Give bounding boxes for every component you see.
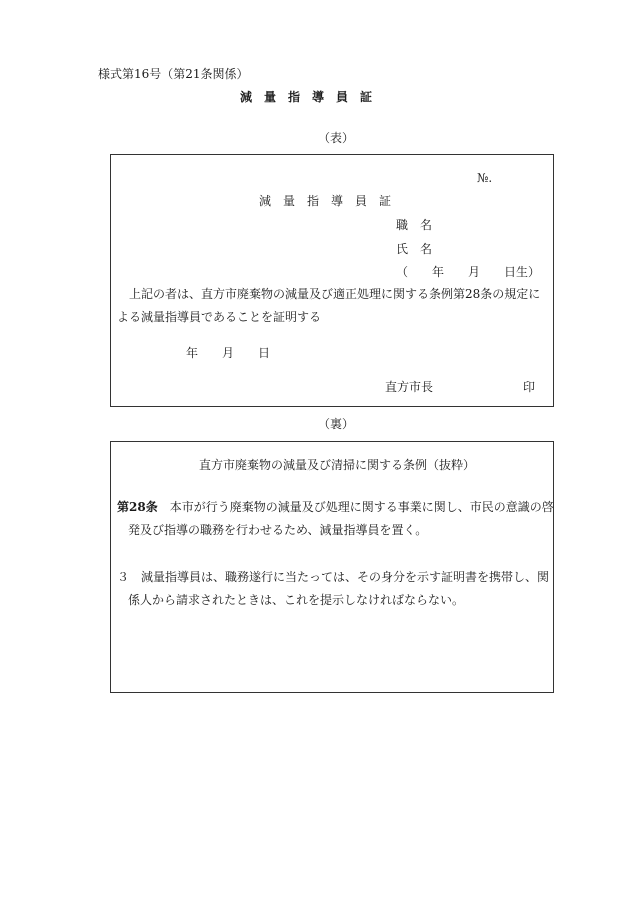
form-number: 様式第16号（第21条関係）	[98, 67, 249, 81]
article-28	[117, 496, 561, 542]
back-card	[110, 441, 554, 693]
card-title: 減 量 指 導 員 証	[259, 194, 392, 208]
certification-text: 上記の者は、直方市廃棄物の減量及び適正処理に関する条例第28条の規定による減量指導員であることを証明する	[117, 287, 541, 324]
clause-3	[117, 566, 561, 612]
ordinance-title: 直方市廃棄物の減量及び清掃に関する条例（抜粋）	[199, 458, 476, 472]
birthdate-label: （ 年 月 日生）	[396, 265, 541, 279]
name-label: 氏 名	[396, 242, 433, 256]
number-label: №.	[477, 171, 493, 185]
issue-date-label: 年 月 日	[186, 346, 271, 360]
article-28-text: 本市が行う廃棄物の減量及び処理に関する事業に関し、市民の意識の啓発及び指導の職務を行わせるため、減量指導員を置く。	[128, 500, 554, 537]
position-label: 職 名	[396, 218, 433, 232]
document-title: 減 量 指 導 員 証	[240, 90, 373, 104]
clause-3-text: 減量指導員は、職務遂行に当たっては、その身分を示す証明書を携帯し、関係人から請求されたときは、これを提示しなければならない。	[128, 570, 550, 607]
back-side-label: （裏）	[318, 417, 355, 431]
clause-3-number: ３	[117, 570, 130, 584]
issuer-name: 直方市長	[385, 380, 434, 394]
front-card	[110, 154, 554, 407]
article-28-heading: 第28条	[117, 500, 158, 514]
front-side-label: （表）	[318, 131, 355, 145]
seal-mark: 印	[523, 380, 536, 394]
